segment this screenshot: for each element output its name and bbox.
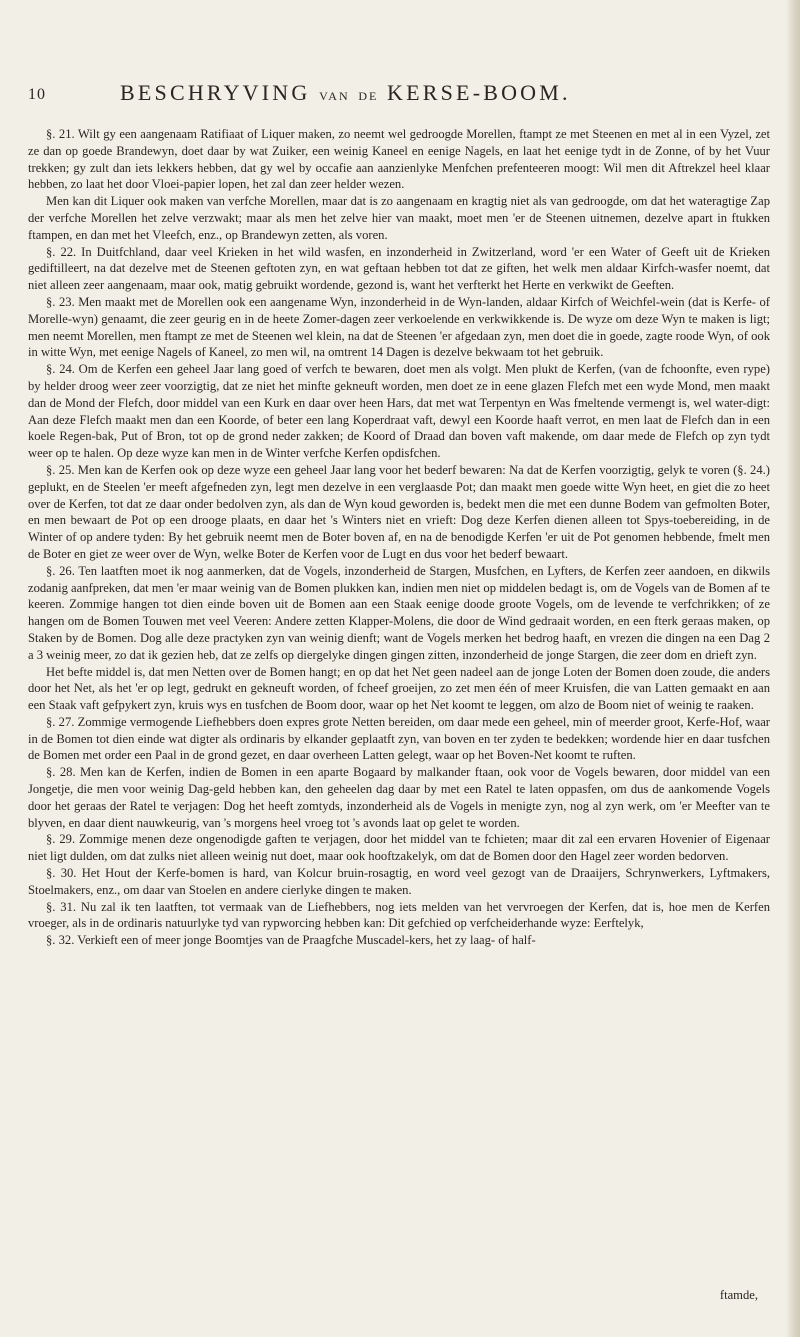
paragraph-29: §. 29. Zommige menen deze ongenodigde gaften te verjagen, door het middel van te fchieten; maar dit zal een ervaren Hovenier of Eigenaar niet ligt dulden, om dat zulks niet alleen weinig nut doet, maar ook hooftzakelyk, om dat de Bomen door den Hagel zeer worden bedorven. — [28, 832, 770, 864]
paragraph-21: §. 21. Wilt gy een aangenaam Ratifiaat of Liquer maken, zo neemt wel gedroogde Morellen, ftampt ze met Steenen en met al in een Vyzel, zet ze dan op goede Brandewyn, doet daar by wat Zuiker, een weinig Kaneel en eenige Nagels, en laat het eenige tydt in de Zonne, of by het Vuur trekken; gy zult dan iets lekkers hebben, dat gy wel by occafie aan aanzienlyke Menfchen prefenteeren moogt: Wil men dit Aftrekzel heel klaar hebben, zo laat het door Vloei-papier lopen, het zal dan zeer helder wezen. — [28, 127, 770, 192]
page-header — [28, 80, 768, 112]
paragraph-23: §. 23. Men maakt met de Morellen ook een aangename Wyn, inzonderheid in de Wyn-landen, aldaar Kirfch of Weichfel-wein (dat is Kerfe- of Morelle-wyn) genaamt, die zeer geurig en in de heete Zomer-dagen zeer verkoelende en verkwikkende is. De wyze om deze Wyn te maken is ligt; men neemt Morellen, men ftampt ze met de Steenen wel klein, na dat de Steenen 'er afgedaan zyn, men doet die in goede, zagte roode Wyn, of ook in witte Wyn, met eenige Nagels of Kaneel, zo men wil, na omtrent 14 Dagen is dezelve bekwaam tot het gebruik. — [28, 294, 770, 360]
running-title-van: VAN — [319, 89, 350, 103]
paragraph-28: §. 28. Men kan de Kerfen, indien de Bomen in een aparte Bogaard by malkander ftaan, ook voor de Vogels bewaren, door middel van een Jongetje, die men voor weinig Dag-geld hebben kan, den geheelen dag daar by met een Ratel te laten oppasfen, om dus de aankomende Vogels door het geraas der Ratel te verjagen: Dog het heeft zomtyds, inzonderheid als de Vogels in menigte zyn, nog al zyn werk, om 'er Meefter van te blyven, en daar dient nauwkeurig, van 's morgens heel vroeg tot 's avonds laat op gelet te worden. — [28, 765, 770, 830]
paragraph-21-continued: Men kan dit Liquer ook maken van verfche Morellen, maar dat is zo aangenaam en kragtig niet als van gedroogde, om dat het wateragtige Zap der verfche Morellen het zelve verzwakt; maar als men het zelve hier van maakt, moet men 'er de Steenen uitnemen, dezelve apart in ftukken ftampen, en dan met het Vleefch, enz., op Brandewyn zetten, als voren. — [28, 194, 770, 242]
page-edge — [786, 0, 800, 1337]
paragraph-24: §. 24. Om de Kerfen een geheel Jaar lang goed of verfch te bewaren, doet men als volgt. Men plukt de Kerfen, (van de fchoonfte, even rype) by helder droog weer zeer voorzigtig, dat ze niet het minfte gekneuft worden, men doet ze in eene glazen Flefch met een wyde Mond, men maakt dan de Mond der Flefch, door middel van een Kurk en daar over heen Hars, dat met wat Terpentyn en Was fmeltende vermengt is, wel water-digt: Aan deze Flefch maakt men dan een Koorde, of beter een lang Koperdraat vaft, dewyl een Koorde haaft verrot, en men laat de Flefch dan in een koele Regen-bak, Put of Bron, tot op de grond neder zakken; de Koord of Draad dan boven vaft makende, om daar mede de Flefch op zyn tydt weer op te halen. Op deze wyze kan men in de Winter verfche Kerfen opdisfchen. — [28, 362, 770, 461]
catchword: ftamde, — [719, 1288, 758, 1302]
body-text — [28, 126, 770, 949]
running-title-part-1: BESCHRYVING — [120, 80, 311, 105]
running-title-part-2: KERSE-BOOM. — [387, 80, 571, 105]
paragraph-25: §. 25. Men kan de Kerfen ook op deze wyze een geheel Jaar lang voor het bederf bewaren: Na dat de Kerfen voorzigtig, gelyk te voren (§. 24.) geplukt, en de Steelen 'er meeft afgefneden zyn, legt men dezelve in een verglaasde Pot; dan maakt men goede witte Wyn heet, en giet die zo heet over de Kerfen, tot dat ze daar onder bedolven zyn, als dan de Wyn koud geworden is, bedekt men die met een dunne Bodem van gefmolten Boter, en men bewaart de Pot op een drooge plaats, en daar het 's Winters niet en vrieft: Dog deze Kerfen dienen alleen tot Spys-toebereiding, in de Winter of op andere tyden: By het gebruik neemt men de Boter boven af, en na de benodigde Kerfen 'er uit de Pot genomen hebbende, fmelt men de Boter en giet ze weer over de Wyn, welke Boter de Kerfen voor de Lugt en dus voor het bederf bewaart. — [28, 462, 770, 561]
paragraph-32: §. 32. Verkieft een of meer jonge Boomtjes van de Praagfche Muscadel-kers, het zy laag- of half- — [46, 933, 536, 948]
paragraph-26: §. 26. Ten laatften moet ik nog aanmerken, dat de Vogels, inzonderheid de Stargen, Musfchen, en Lyfters, de Kerfen zeer aandoen, en dikwils zodanig aanfpreken, dat men 'er maar weinig van de Bomen plukken kan, indien men niet op middelen bedagt is, om de Vogels van de Bomen af te keeren. Zommige hangen tot dien einde boven uit de Bomen aan een Staak eenige doode groote Vogels, om de levende te verfchrikken; of ze hangen om de Bomen Touwen met veel Veeren: Andere zetten Klapper-Molens, die door de Wind gedraait worden, en een fterk geraas maken, op Staken by de Bomen. Dog alle deze practyken zyn van weinig dienft; want de Vogels merken het bedrog haaft, en vrezen die dingen na een Dag 2 a 3 weinig meer, zo dat ik gezien heb, dat ze zelfs op diergelyke dingen gingen zitten, inzonderheid de jonge Stargen, die zeer dom en drieft zyn. — [28, 563, 770, 662]
paragraph-31: §. 31. Nu zal ik ten laatften, tot vermaak van de Liefhebbers, nog iets melden van het vervroegen der Kerfen, dat is, hoe men de Kerfen vroeger, als in de ordinaris natuurlyke tyd van rypworcing hebben kan: Dit gefchied op verfcheiderhande wyze: Eerftelyk, — [28, 899, 770, 931]
paragraph-30: §. 30. Het Hout der Kerfe-bomen is hard, van Kolcur bruin-rosagtig, en word veel gezogt van de Draaijers, Schrynwerkers, Lyftmakers, Stoelmakers, enz., om daar van Stoelen en andere cierlyke dingen te maken. — [28, 866, 770, 897]
paragraph-26-continued: Het befte middel is, dat men Netten over de Bomen hangt; en op dat het Net geen nadeel aan de jonge Loten der Bomen doen zoude, die anders door het Net, als het 'er op legt, gedrukt en gekneuft worden, of fcheef groeijen, zo zet men één of meer Kruisfen, die van Latten gemaakt en aan een Staak vaft gefpykert zyn, kruis wys en tusfchen de Boom door, waar op het Net koomt te leggen, om alzo de Boom niet of weinig te raaken. — [28, 664, 770, 713]
running-title — [120, 80, 571, 106]
running-title-de: DE — [358, 89, 379, 103]
paragraph-22: §. 22. In Duitfchland, daar veel Krieken in het wild wasfen, en inzonderheid in Zwitzerland, word 'er een Water of Geeft uit de Krieken gediftilleert, na dat dezelve met de Steenen geftoten zyn, en wat geftaan hebben tot dat ze giften, het welk men aldaar Kirfch-wasfer noemt, dat niet alleen zeer aangenaam, maar ook, matig gebruikt wordende, gezond is, want het verfterkt het Herte en verkwikt de Geeften. — [28, 244, 770, 293]
page-number: 10 — [28, 86, 46, 103]
paragraph-27: §. 27. Zommige vermogende Liefhebbers doen expres grote Netten bereiden, om daar mede een geheel, min of meerder groot, Kerfe-Hof, waar in de Bomen tot dien einde wat digter als ordinaris by elkander geplaatft zyn, van boven en ter zyden te bedekken; wordende hier en daar tusfchen de Bomen met order een Paal in de grond gezet, en daar overheen Latten gelegt, waar op het Boven-Net koomt te ruften. — [28, 714, 770, 763]
